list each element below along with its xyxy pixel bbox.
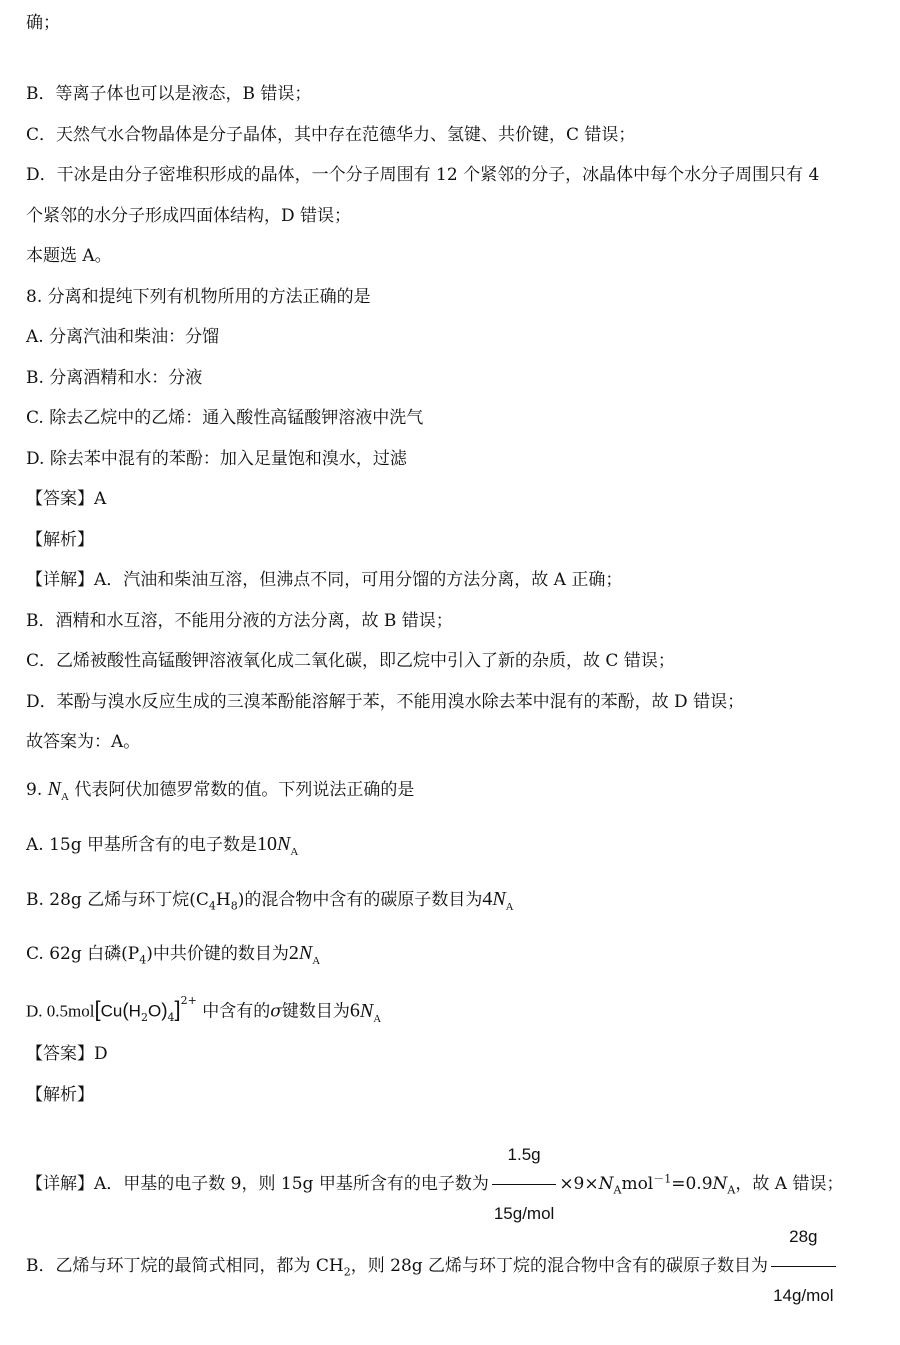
- detail-line: C．乙烯被酸性高锰酸钾溶液氧化成二氧化碳，即乙烷中引入了新的杂质，故 C 错误；: [26, 651, 675, 671]
- analysis-label: 【解析】: [26, 530, 94, 550]
- text-line: 个紧邻的水分子形成四面体结构，D 错误；: [26, 206, 352, 226]
- q9-option-d: D. $0.5mol[Cu(H_2O)_4]^{2+}$ 中含有的σ键数目为$6N_A$: [26, 994, 382, 1025]
- text-line: D．干冰是由分子密堆积形成的晶体，一个分子周围有 12 个紧邻的分子，冰晶体中每个水分子周围只有 4: [26, 165, 820, 185]
- text-line: C．天然气水合物晶体是分子晶体，其中存在范德华力、氢键、共价键，C 错误；: [26, 125, 636, 145]
- question-9-stem: [26, 778, 414, 808]
- q9-detail-b: B．乙烯与环丁烷的最简式相同，都为 $CH_2$，则 28g 乙烯与环丁烷的混合物中含有的碳原子数目为 $\frac{28g}{\text{14g/mol}}$: [26, 1210, 839, 1323]
- option-a: A. 分离汽油和柴油：分馏: [26, 327, 220, 347]
- q9-analysis: 【解析】: [26, 1085, 94, 1105]
- option-c: C. 除去乙烷中的乙烯：通入酸性高锰酸钾溶液中洗气: [26, 408, 424, 428]
- q9-stem-text: 代表阿伏加德罗常数的值。下列说法正确的是: [74, 780, 415, 800]
- detail-line: 【详解】A．汽油和柴油互溶，但沸点不同，可用分馏的方法分离，故 A 正确；: [26, 570, 623, 590]
- q9-option-b: B. 28g 乙烯与环丁烷$(C_4H_8)$的混合物中含有的碳原子数目为$4N_A$: [26, 888, 514, 913]
- fraction: $\frac{1.5g}{\text{15g/mol}}$: [492, 1128, 556, 1241]
- text-line: 本题选 A。: [26, 246, 112, 266]
- detail-line: D．苯酚与溴水反应生成的三溴苯酚能溶解于苯，不能用溴水除去苯中混有的苯酚，故 D 错误；: [26, 692, 745, 712]
- text-line: 确；: [26, 13, 60, 33]
- fraction: $\frac{28g}{\text{14g/mol}}$: [771, 1210, 835, 1323]
- detail-line: 故答案为：A。: [26, 732, 141, 752]
- q9-number: 9.: [26, 780, 48, 800]
- na-symbol: $N_A$: [47, 778, 69, 803]
- detail-line: B．酒精和水互溶，不能用分液的方法分离，故 B 错误；: [26, 611, 453, 631]
- answer-label: 【答案】A: [26, 489, 107, 509]
- q9-option-c: C. 62g 白磷$(P_4)$中共价键的数目为$2N_A$: [26, 942, 321, 967]
- option-b: B. 分离酒精和水：分液: [26, 368, 203, 388]
- q9-answer: 【答案】D: [26, 1044, 108, 1064]
- question-8-stem: 8. 分离和提纯下列有机物所用的方法正确的是: [26, 287, 371, 307]
- q9-detail-a: 【详解】A．甲基的电子数 9，则 15g 甲基所含有的电子数为 $\frac{1.5g}{\text{15g/mol}}$ $\times 9\times N_Amol^{-1}=0.9N_A$，故 A 错误；: [26, 1128, 843, 1241]
- sigma-symbol: σ: [270, 1001, 282, 1022]
- q9-option-a: A. 15g 甲基所含有的电子数是$10N_A$: [26, 833, 299, 858]
- text-line: B．等离子体也可以是液态，B 错误；: [26, 84, 312, 104]
- option-d: D. 除去苯中混有的苯酚：加入足量饱和溴水，过滤: [26, 449, 407, 469]
